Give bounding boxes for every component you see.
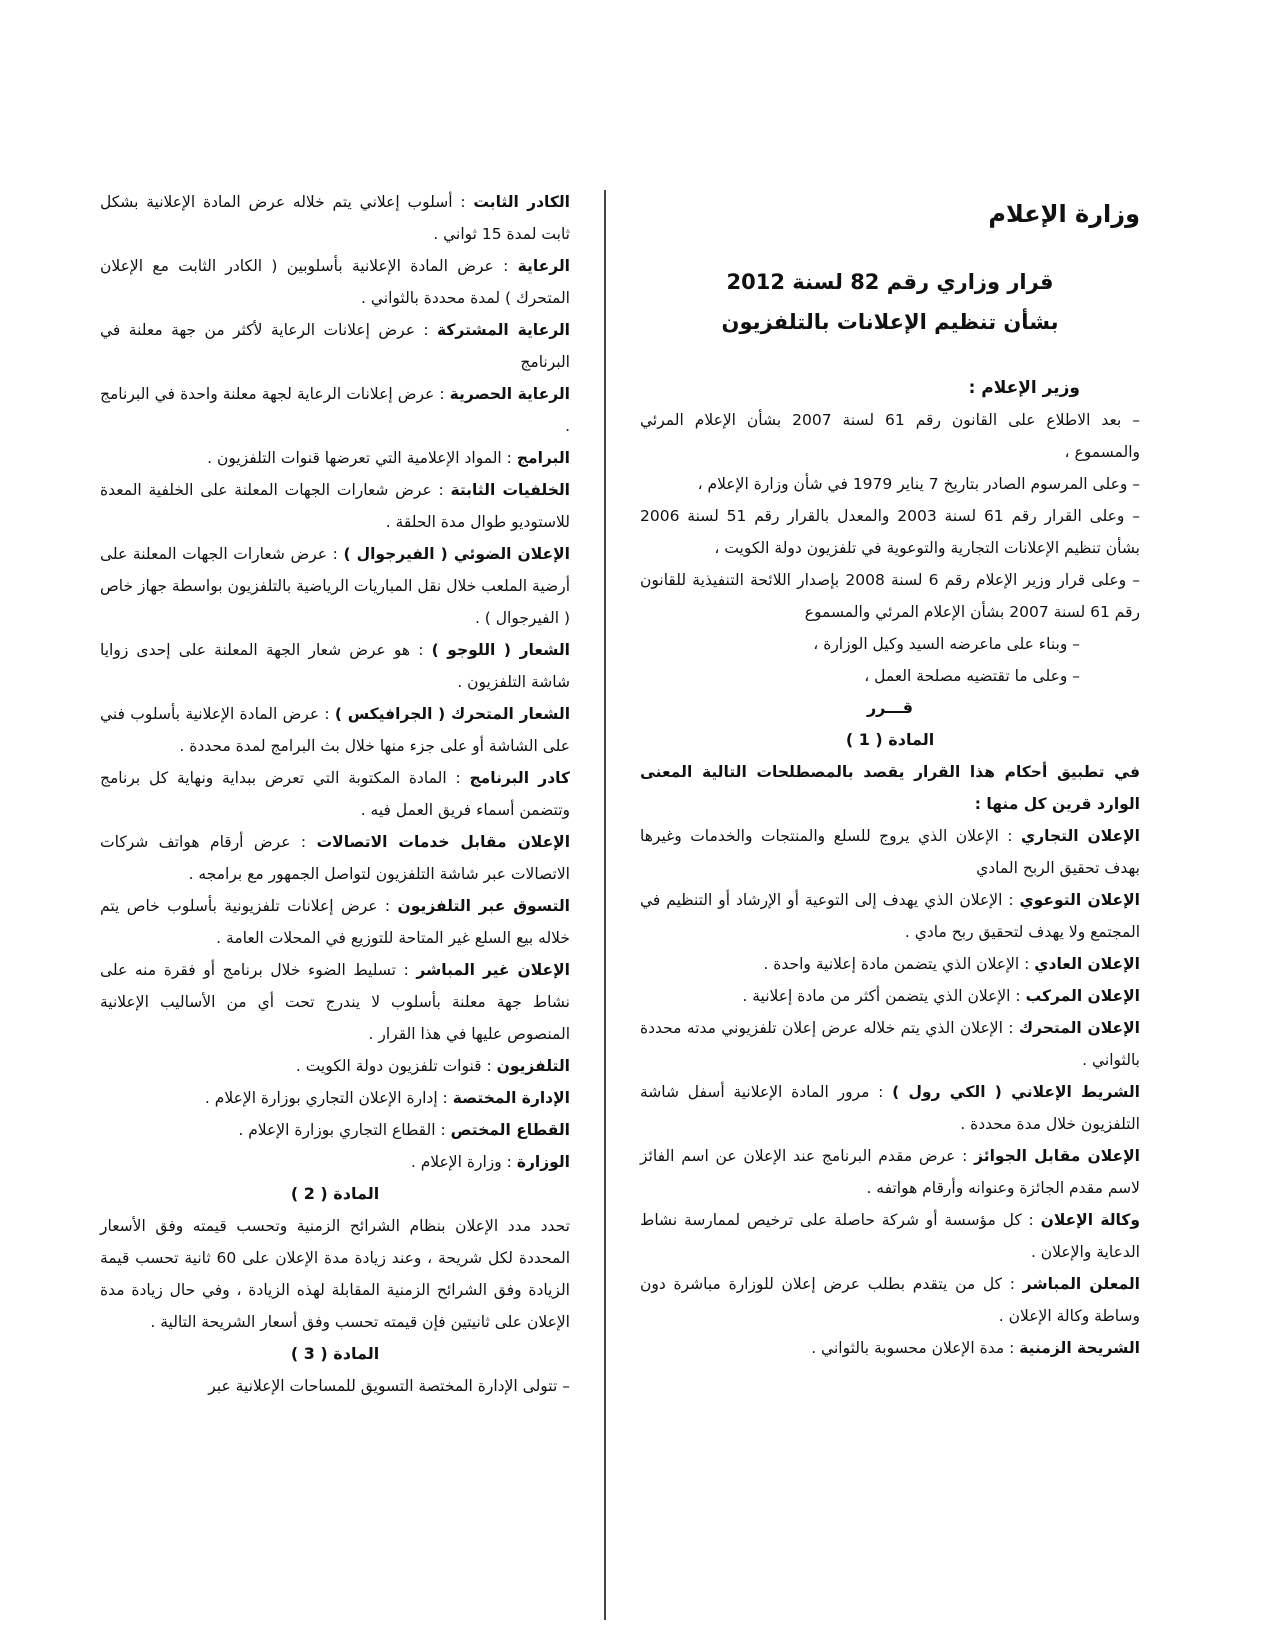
definition-term: الإعلان غير المباشر — [416, 961, 570, 979]
definition-text: : عرض إعلانات الرعاية لجهة معلنة واحدة في البرنامج . — [100, 385, 570, 435]
definition-term: القطاع المختص — [450, 1121, 570, 1139]
definition-text: : كل من يتقدم بطلب عرض إعلان للوزارة مباشرة دون وساطة وكالة الإعلان . — [640, 1275, 1140, 1325]
definition-item — [100, 698, 570, 762]
definition-text: : عرض إعلانات الرعاية لأكثر من جهة معلنة في البرنامج — [100, 321, 570, 371]
definition-term: الإعلان المركب — [1025, 987, 1140, 1005]
minister-label: وزير الإعلام : — [968, 378, 1080, 398]
decision-title: قرار وزاري رقم 82 لسنة 2012 — [726, 270, 1054, 294]
definition-item — [640, 948, 1140, 980]
definition-term: الإعلان مقابل خدمات الاتصالات — [316, 833, 571, 851]
decision-subject: بشأن تنظيم الإعلانات بالتلفزيون — [721, 310, 1059, 334]
article1-intro: في تطبيق أحكام هذا القرار يقصد بالمصطلحات التالية المعنى الوارد قرين كل منها : — [640, 763, 1140, 813]
definition-item — [640, 820, 1140, 884]
definition-term: الشريط الإعلاني ( الكي رول ) — [892, 1083, 1140, 1101]
definition-item — [640, 980, 1140, 1012]
definition-item — [100, 1082, 570, 1114]
article2-title: المادة ( 2 ) — [290, 1184, 380, 1203]
decided-heading: قـــرر — [866, 698, 914, 717]
definition-term: الخلفيات الثابتة — [450, 481, 570, 499]
definition-item — [640, 1140, 1140, 1204]
definition-term: التلفزيون — [496, 1057, 570, 1075]
definition-term: الإعلان التجاري — [1021, 827, 1140, 845]
definition-item — [640, 1268, 1140, 1332]
definition-text: : الإعلان الذي يتضمن أكثر من مادة إعلانية . — [742, 987, 1026, 1005]
definition-item — [100, 538, 570, 634]
definition-text: : مرور المادة الإعلانية أسفل شاشة التلفزيون خلال مدة محددة . — [640, 1083, 1140, 1133]
definition-text: : إدارة الإعلان التجاري بوزارة الإعلام . — [204, 1089, 453, 1107]
definition-term: الشعار المتحرك ( الجرافيكس ) — [334, 705, 571, 723]
definition-term: الإعلان مقابل الجوائز — [974, 1147, 1140, 1165]
definition-text: : عرض المادة الإعلانية بأسلوب فني على الشاشة أو على جزء منها خلال بث البرامج لمدة محددة . — [100, 705, 570, 755]
definition-text: : الإعلان الذي يروج للسلع والمنتجات والخدمات وغيرها بهدف تحقيق الربح المادي — [640, 827, 1140, 877]
definition-text: : قنوات تلفزيون دولة الكويت . — [295, 1057, 497, 1075]
definition-text: : عرض إعلانات تلفزيونية بأسلوب خاص يتم خلاله بيع السلع غير المتاحة للتوزيع في المحلات العامة . — [100, 897, 570, 947]
preamble-item: – وعلى قرار وزير الإعلام رقم 6 لسنة 2008 بإصدار اللائحة التنفيذية للقانون رقم 61 لسنة 2007 بشأن الإعلام المرئي والمسموع — [640, 564, 1140, 628]
definition-text: : عرض شعارات الجهات المعلنة على الخلفية المعدة للاستوديو طوال مدة الحلقة . — [100, 481, 570, 531]
article3-text: – تتولى الإدارة المختصة التسويق للمساحات الإعلانية عبر — [100, 1370, 570, 1402]
definition-term: وكالة الإعلان — [1040, 1211, 1141, 1229]
definition-term: الشعار ( اللوجو ) — [431, 641, 570, 659]
definition-text: : تسليط الضوء خلال برنامج أو فقرة منه على نشاط جهة معلنة بأسلوب لا يندرج تحت أي من الأساليب الإعلانية المنصوص عليها في هذا القرار . — [100, 961, 570, 1043]
definition-text: : كل مؤسسة أو شركة حاصلة على ترخيص لممارسة نشاط الدعاية والإعلان . — [640, 1211, 1140, 1261]
definition-item — [100, 442, 570, 474]
definition-text: : وزارة الإعلام . — [410, 1153, 517, 1171]
definition-term: الرعاية — [517, 257, 570, 275]
definition-text: : هو عرض شعار الجهة المعلنة على إحدى زوايا شاشة التلفزيون . — [100, 641, 570, 691]
definition-item — [100, 186, 570, 250]
definition-item — [100, 762, 570, 826]
definition-item — [640, 1012, 1140, 1076]
definition-item — [100, 1050, 570, 1082]
definition-term: الرعاية الحصرية — [449, 385, 570, 403]
definition-text: : المادة المكتوبة التي تعرض ببداية ونهاية كل برنامج وتتضمن أسماء فريق العمل فيه . — [100, 769, 570, 819]
definition-term: الإعلان التوعوي — [1019, 891, 1140, 909]
definition-text: : الإعلان الذي يتضمن مادة إعلانية واحدة . — [763, 955, 1035, 973]
definition-item — [640, 1204, 1140, 1268]
definition-item — [100, 1146, 570, 1178]
definition-term: الإعلان المتحرك — [1018, 1019, 1140, 1037]
definition-term: الإعلان الضوئي ( الفيرجوال ) — [343, 545, 570, 563]
definition-term: التسوق عبر التلفزيون — [397, 897, 570, 915]
definition-item — [100, 250, 570, 314]
definition-item — [100, 474, 570, 538]
column-divider — [604, 190, 606, 1620]
definition-text: : المواد الإعلامية التي تعرضها قنوات التلفزيون . — [207, 449, 517, 467]
definition-item — [100, 954, 570, 1050]
definition-term: الكادر الثابت — [473, 193, 570, 211]
definition-term: الإدارة المختصة — [452, 1089, 570, 1107]
definitions-list-right — [640, 820, 1140, 1364]
definition-term: الوزارة — [516, 1153, 570, 1171]
definition-item — [100, 314, 570, 378]
definition-item — [640, 1332, 1140, 1364]
definition-item — [100, 634, 570, 698]
preamble-item: – وعلى ما تقتضيه مصلحة العمل ، — [640, 660, 1140, 692]
preamble-item: – وعلى المرسوم الصادر بتاريخ 7 يناير 1979 في شأن وزارة الإعلام ، — [640, 468, 1140, 500]
article2-text: تحدد مدد الإعلان بنظام الشرائح الزمنية وتحسب قيمته وفق الأسعار المحددة لكل شريحة ، وعند زيادة مدة الإعلان على 60 ثانية تحسب قيمة الزيادة وفق الشرائح الزمنية المقابلة لهذه الزيادة ، وفي حال زيادة مدة الإعلان على ثانيتين فإن قيمته تحسب وفق أسعار الشريحة التالية . — [100, 1217, 570, 1331]
article3-title: المادة ( 3 ) — [290, 1344, 380, 1363]
definition-text: : عرض المادة الإعلانية بأسلوبين ( الكادر الثابت مع الإعلان المتحرك ) لمدة محددة بالثواني . — [100, 257, 570, 307]
definition-item — [100, 378, 570, 442]
article1-title: المادة ( 1 ) — [845, 730, 935, 749]
definition-item — [640, 1076, 1140, 1140]
definition-text: : الإعلان الذي يهدف إلى التوعية أو الإرشاد أو التنظيم في المجتمع ولا يهدف لتحقيق ربح مادي . — [640, 891, 1140, 941]
definition-term: البرامج — [516, 449, 570, 467]
definition-text: : مدة الإعلان محسوبة بالثواني . — [811, 1339, 1020, 1357]
definition-item — [100, 826, 570, 890]
definition-text: : الإعلان الذي يتم خلاله عرض إعلان تلفزيوني مدته محددة بالثواني . — [640, 1019, 1140, 1069]
definition-term: المعلن المباشر — [1022, 1275, 1140, 1293]
definition-term: الرعاية المشتركة — [437, 321, 570, 339]
definition-term: الشريحة الزمنية — [1019, 1339, 1140, 1357]
definitions-list-left — [100, 186, 570, 1178]
preamble-item: – بعد الاطلاع على القانون رقم 61 لسنة 2007 بشأن الإعلام المرئي والمسموع ، — [640, 404, 1140, 468]
definition-term: الإعلان العادي — [1034, 955, 1140, 973]
ministry-heading: وزارة الإعلام — [988, 200, 1140, 228]
preamble-item: – وبناء على ماعرضه السيد وكيل الوزارة ، — [640, 628, 1140, 660]
definition-item — [100, 890, 570, 954]
definition-text: : القطاع التجاري بوزارة الإعلام . — [238, 1121, 451, 1139]
preamble-item: – وعلى القرار رقم 61 لسنة 2003 والمعدل بالقرار رقم 51 لسنة 2006 بشأن تنظيم الإعلانات التجارية والتوعوية في تلفزيون دولة الكويت ، — [640, 500, 1140, 564]
definition-text: : عرض شعارات الجهات المعلنة على أرضية الملعب خلال نقل المباريات الرياضية بالتلفزيون بواسطة جهاز خاص ( الفيرجوال ) . — [100, 545, 570, 627]
definition-text: : عرض أرقام هواتف شركات الاتصالات عبر شاشة التلفزيون لتواصل الجمهور مع برامجه . — [100, 833, 570, 883]
definition-item — [100, 1114, 570, 1146]
definition-text: : أسلوب إعلاني يتم خلاله عرض المادة الإعلانية بشكل ثابت لمدة 15 ثواني . — [100, 193, 570, 243]
definition-term: كادر البرنامج — [469, 769, 571, 787]
definition-text: : عرض مقدم البرنامج عند الإعلان عن اسم الفائز لاسم مقدم الجائزة وعنوانه وأرقام هواتفه . — [640, 1147, 1140, 1197]
definition-item — [640, 884, 1140, 948]
